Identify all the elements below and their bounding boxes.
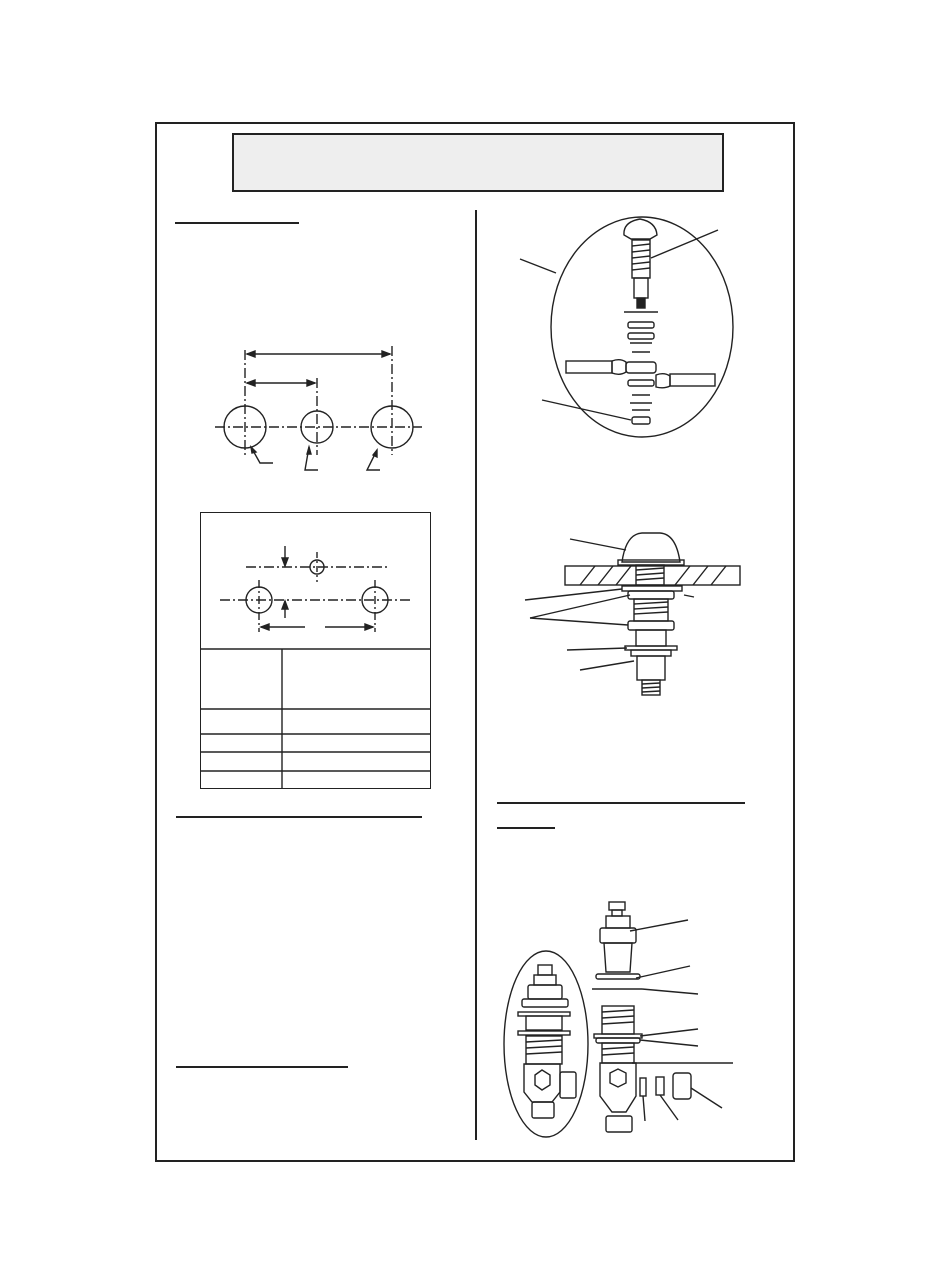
mounted-valve-diagram [525, 533, 740, 695]
valve-stem-assembly-diagram [504, 902, 733, 1137]
hole-layout-diagram [215, 346, 422, 470]
spec-table-drawing [200, 546, 431, 789]
exploded-valve-diagram [520, 217, 733, 437]
